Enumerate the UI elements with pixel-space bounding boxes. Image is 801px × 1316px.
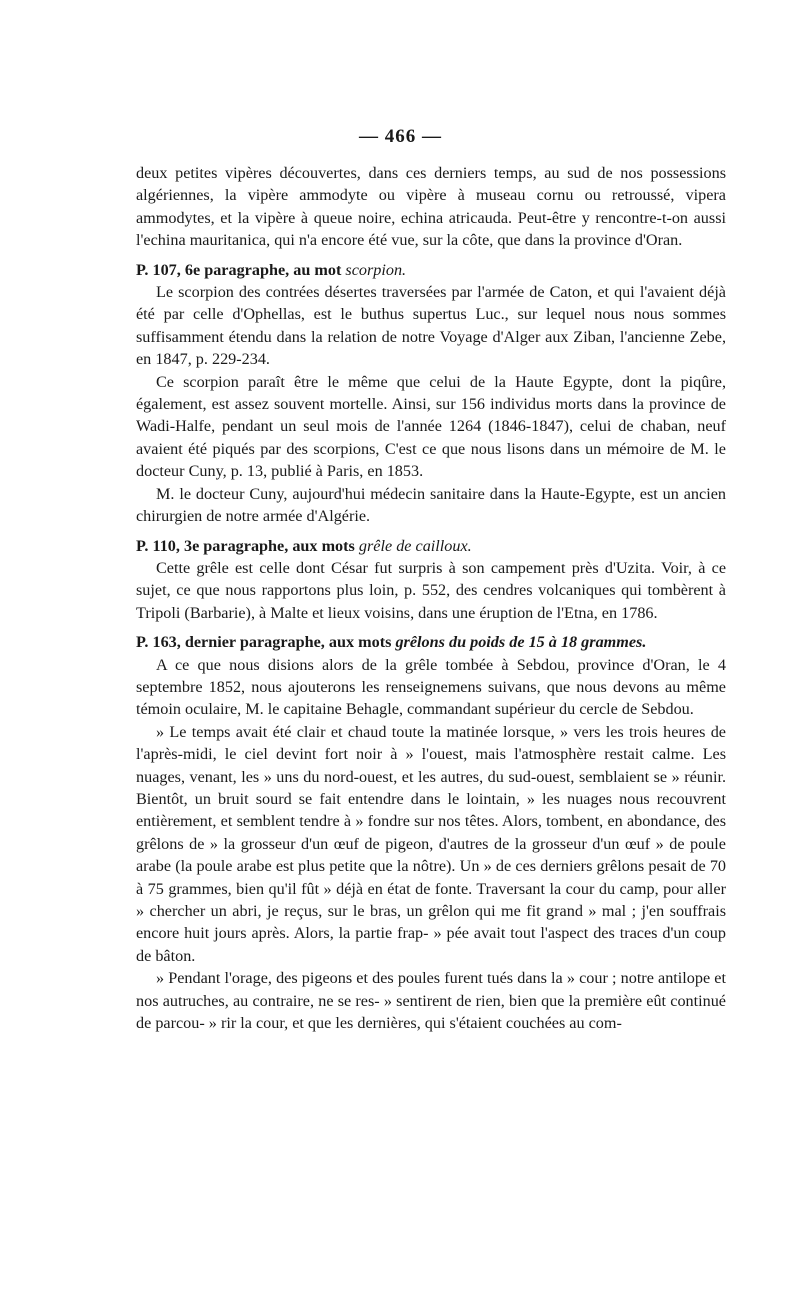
note-heading-term: scorpion. bbox=[345, 260, 407, 279]
paragraph-docteur-cuny: M. le docteur Cuny, aujourd'hui médecin sanitaire dans la Haute-Egypte, est un ancien chirurgien de notre armée d'Algérie. bbox=[136, 484, 726, 526]
note-heading-term: grêlons du poids de 15 à 18 grammes. bbox=[395, 633, 647, 652]
body-text bbox=[136, 162, 726, 1034]
paragraph-quote-storm: » Le temps avait été clair et chaud toute la matinée lorsque, » vers les trois heures de l'après-midi, le ciel devint fort noir à » l'ouest, mais l'atmosphère restait calme. Les nuages, venant, les » uns du nord-ouest, et les autres, du sud-ouest, semblaient se » réunir. Bientôt, un bruit sourd se fait entendre dans le lointain, » les nuages nous recouvrent entièrement, et semblent tendre à » fondre sur nos têtes. Alors, tombent, en abondance, des grêlons de » la grosseur d'un œuf de pigeon, d'autres de la grosseur d'un œuf » de poule arabe (la poule arabe est plus petite que la nôtre). Un » de ces derniers grêlons pesait de 70 à 75 grammes, bien qu'il fût » déjà en état de fonte. Traversant la cour du camp, pour aller » chercher un abri, je reçus, sur le bras, un grêlon qui me fit grand » mal ; j'en souffrais encore huit jours après. Alors, la partie frap- » pée avait tout l'aspect des traces d'un coup de bâton. bbox=[136, 722, 726, 965]
note-heading-lead: P. 107, 6e paragraphe, au mot bbox=[136, 260, 342, 279]
note-heading-term: grêle de cailloux. bbox=[358, 536, 472, 555]
paragraph-quote-pigeons: » Pendant l'orage, des pigeons et des poules furent tués dans la » cour ; notre antilope et nos autruches, au contraire, ne se res- » sentirent de rien, bien que la première eût continué de parcou- » rir la cour, et que les dernières, qui s'étaient couchées au com- bbox=[136, 969, 726, 1033]
paragraph-scorpion-egypt: Ce scorpion paraît être le même que celui de la Haute Egypte, dont la piqûre, également, est assez souvent mortelle. Ainsi, sur 156 individus morts dans la province de Wadi-Halfe, pendant un seul mois de l'année 1264 (1846-1847), celui de chaban, neuf avaient été piqués par des scorpions, C'est ce que nous lisons dans un mémoire de M. le docteur Cuny, p. 13, publié à Paris, en 1853. bbox=[136, 372, 726, 481]
paragraph-vipers: deux petites vipères découvertes, dans ces derniers temps, au sud de nos possessions algériennes, la vipère ammodyte ou vipère à museau cornu ou retroussé, vipera ammodytes, et la vipère à queue noire, echina atricauda. Peut-être y rencontre-t-on aussi l'echina mauritanica, qui n'a encore été vue, sur la côte, que dans la province d'Oran. bbox=[136, 164, 726, 250]
paragraph-sebdou: A ce que nous disions alors de la grêle tombée à Sebdou, province d'Oran, le 4 septembre 1852, nous ajouterons les renseignemens suivans, que nous devons au même témoin oculaire, M. le capitaine Behagle, commandant supérieur du cercle de Sebdou. bbox=[136, 655, 726, 719]
note-heading-lead: P. 163, dernier paragraphe, aux mots bbox=[136, 633, 392, 652]
note-heading-grelons bbox=[136, 631, 726, 653]
paragraph-grele-cesar: Cette grêle est celle dont César fut surpris à son campement près d'Uzita. Voir, à ce sujet, ce que nous rapportons plus loin, p. 552, des cendres volcaniques qui tombèrent à Tripoli (Barbarie), à Malte et lieux voisins, dans une éruption de l'Etna, en 1786. bbox=[136, 558, 726, 622]
note-heading-grele bbox=[136, 535, 726, 557]
note-heading-lead: P. 110, 3e paragraphe, aux mots bbox=[136, 536, 355, 555]
paragraph-scorpion-caton: Le scorpion des contrées désertes traversées par l'armée de Caton, et qui l'avaient déjà été par celle d'Ophellas, est le buthus supertus Luc., sur lequel nous nous sommes suffisamment étendu dans la relation de notre Voyage d'Alger aux Ziban, l'ancienne Zebe, en 1847, p. 229-234. bbox=[136, 283, 726, 369]
note-heading-scorpion bbox=[136, 259, 726, 281]
page-number: — 466 — bbox=[359, 126, 442, 147]
